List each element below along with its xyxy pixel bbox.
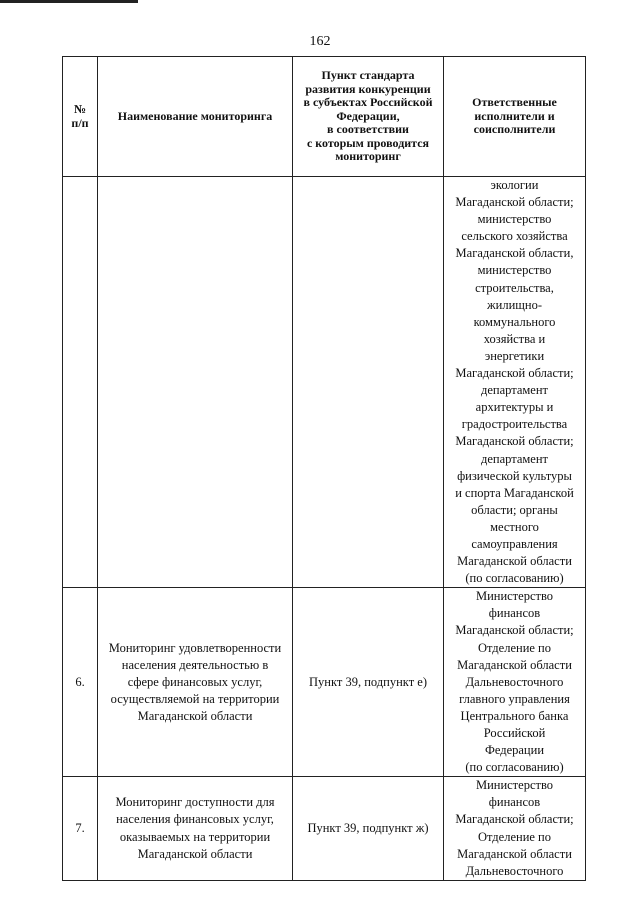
- row-name-cell: Мониторинг удовлетворенности населения деятельностью в сфере финансовых услуг, осуществляемой на территории Магаданской области: [98, 588, 293, 777]
- row-number-cell: 6.: [63, 588, 98, 777]
- header-standard-point: Пункт стандарта развития конкуренции в субъектах Российской Федерации, в соответствии с которым проводится мониторинг: [293, 57, 444, 177]
- row-point-cell: Пункт 39, подпункт ж): [293, 777, 444, 881]
- monitoring-table: [62, 56, 586, 881]
- table-row: [63, 588, 586, 777]
- table-header-row: [63, 57, 586, 177]
- row-responsible-cell: Министерство финансов Магаданской области; Отделение по Магаданской области Дальневосточного: [444, 777, 586, 881]
- header-responsible: Ответственные исполнители и соисполнители: [444, 57, 586, 177]
- row-number-cell: 7.: [63, 777, 98, 881]
- scan-corner-mark: [0, 0, 138, 3]
- row-name-cell: [98, 177, 293, 588]
- row-point-cell: Пункт 39, подпункт е): [293, 588, 444, 777]
- row-responsible-cell: экологии Магаданской области; министерство сельского хозяйства Магаданской области, министерство строительства, жилищно- коммунального хозяйства и энергетики Магаданской области; департамент архитектуры и градостроительства Магаданской области; департамент физической культуры и спорта Магаданской области; органы местного самоуправления Магаданской области (по согласованию): [444, 177, 586, 588]
- header-monitoring-name: Наименование мониторинга: [98, 57, 293, 177]
- header-number: № п/п: [63, 57, 98, 177]
- row-responsible-cell: Министерство финансов Магаданской области; Отделение по Магаданской области Дальневосточного главного управления Центрального банка Российской Федерации (по согласованию): [444, 588, 586, 777]
- row-name-cell: Мониторинг доступности для населения финансовых услуг, оказываемых на территории Магаданской области: [98, 777, 293, 881]
- table-row: [63, 777, 586, 881]
- row-point-cell: [293, 177, 444, 588]
- page-number: 162: [309, 34, 331, 49]
- table-row: [63, 177, 586, 588]
- row-number-cell: [63, 177, 98, 588]
